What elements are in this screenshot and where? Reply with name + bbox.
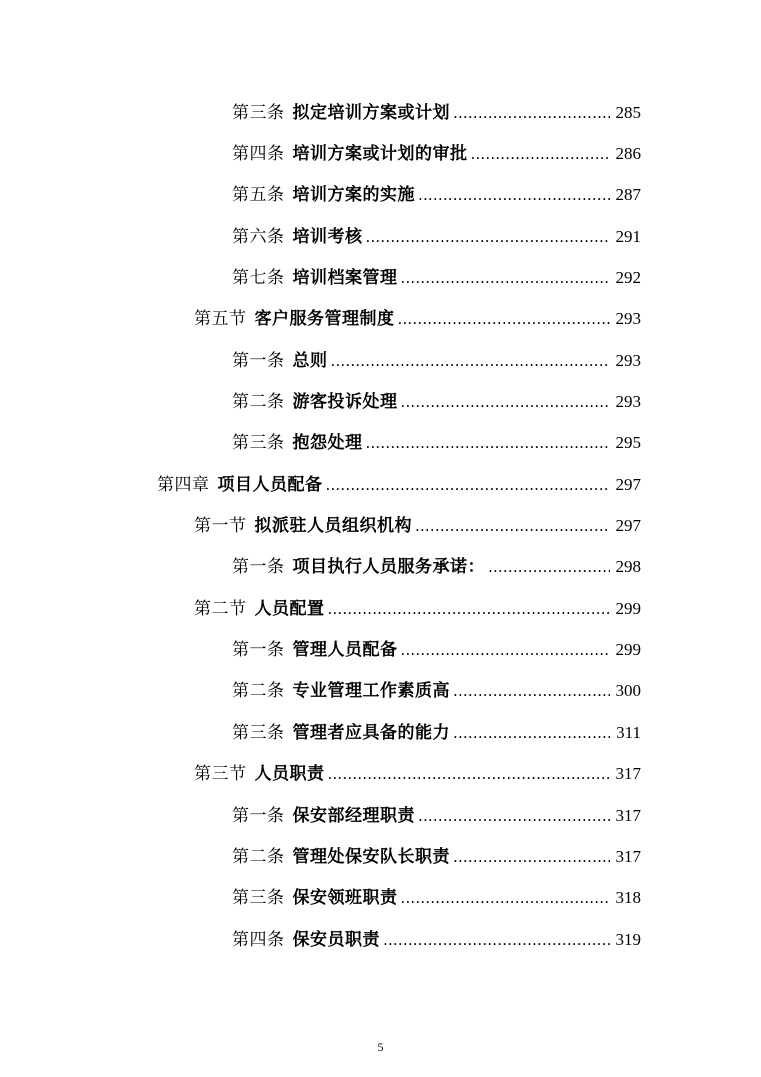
toc-entry-label: 第三条: [232, 888, 285, 909]
toc-entry-label: 第一条: [232, 640, 285, 661]
dot-leader: [401, 268, 611, 288]
toc-entry-page: 297: [615, 516, 641, 536]
toc-entry-article[interactable]: [0, 340, 761, 381]
toc-entry-article[interactable]: [0, 257, 761, 298]
toc-entry-label: 第一条: [232, 557, 285, 578]
dot-leader: [398, 309, 611, 329]
toc-entry-page: 293: [615, 309, 641, 329]
dot-leader: [366, 433, 611, 453]
toc-entry-article[interactable]: [0, 216, 761, 257]
toc-entry-label: 第四章: [157, 474, 210, 495]
dot-leader: [328, 599, 611, 619]
toc-entry-page: 299: [615, 598, 641, 618]
toc-entry-title: 培训考核: [292, 226, 363, 247]
dot-leader: [418, 185, 610, 205]
toc-entry-title: 管理者应具备的能力: [292, 722, 450, 743]
toc-entry-article[interactable]: [0, 133, 761, 174]
toc-entry-title: 管理处保安队长职责: [292, 846, 450, 867]
toc-entry-page: 286: [615, 144, 641, 164]
toc-entry-article[interactable]: [0, 878, 761, 919]
dot-leader: [453, 681, 610, 701]
toc-entry-label: 第三节: [194, 764, 247, 785]
toc-entry-page: 298: [615, 557, 641, 577]
toc-entry-section[interactable]: [0, 299, 761, 340]
toc-entry-label: 第三条: [232, 433, 285, 454]
toc-entry-title: 客户服务管理制度: [254, 309, 395, 330]
toc-entry-article[interactable]: [0, 836, 761, 877]
toc-entry-title: 项目执行人员服务承诺：: [292, 557, 485, 578]
dot-leader: [453, 723, 610, 743]
toc-entry-page: 317: [615, 764, 641, 784]
toc-entry-label: 第三条: [232, 102, 285, 123]
toc-entry-title: 拟派驻人员组织机构: [254, 516, 412, 537]
toc-entry-title: 培训档案管理: [292, 268, 398, 289]
toc-entry-title: 专业管理工作素质高: [292, 681, 450, 702]
page-number: 5: [377, 1040, 384, 1054]
toc-entry-section[interactable]: [0, 754, 761, 795]
toc-entry-label: 第二节: [194, 598, 247, 619]
toc-entry-page: 295: [615, 433, 641, 453]
toc-entry-label: 第二条: [232, 681, 285, 702]
toc-entry-label: 第三条: [232, 722, 285, 743]
toc-entry-section[interactable]: [0, 588, 761, 629]
toc-entry-label: 第一节: [194, 516, 247, 537]
dot-leader: [328, 764, 611, 784]
dot-leader: [453, 103, 610, 123]
toc-entry-label: 第五节: [194, 309, 247, 330]
toc-entry-label: 第一条: [232, 350, 285, 371]
toc-entry-article[interactable]: [0, 92, 761, 133]
toc-entry-article[interactable]: [0, 381, 761, 422]
toc-entry-article[interactable]: [0, 629, 761, 670]
toc-entry-article[interactable]: [0, 175, 761, 216]
toc-entry-page: 311: [616, 722, 641, 742]
toc-entry-label: 第二条: [232, 846, 285, 867]
toc-entry-page: 293: [615, 350, 641, 370]
toc-entry-page: 319: [615, 929, 641, 949]
toc-entry-title: 管理人员配备: [292, 640, 398, 661]
toc-entry-title: 人员配置: [254, 598, 325, 619]
toc-entry-title: 抱怨处理: [292, 433, 363, 454]
toc-entry-page: 293: [615, 392, 641, 412]
toc-entry-page: 285: [615, 102, 641, 122]
dot-leader: [418, 806, 610, 826]
toc-entry-label: 第四条: [232, 144, 285, 165]
toc-entry-title: 培训方案的实施: [292, 185, 415, 206]
toc-entry-section[interactable]: [0, 505, 761, 546]
dot-leader: [401, 392, 611, 412]
toc-entry-title: 总则: [292, 350, 328, 371]
dot-leader: [326, 475, 611, 495]
toc-entry-article[interactable]: [0, 712, 761, 753]
toc-entry-article[interactable]: [0, 919, 761, 960]
toc-entry-title: 人员职责: [254, 764, 325, 785]
dot-leader: [453, 847, 610, 867]
dot-leader: [488, 557, 610, 577]
toc-entry-label: 第六条: [232, 226, 285, 247]
toc-entry-page: 292: [615, 268, 641, 288]
toc-entry-page: 300: [615, 681, 641, 701]
toc-entry-article[interactable]: [0, 547, 761, 588]
toc-entry-title: 拟定培训方案或计划: [292, 102, 450, 123]
toc-entry-page: 291: [615, 226, 641, 246]
toc-entry-label: 第二条: [232, 392, 285, 413]
dot-leader: [471, 144, 611, 164]
toc-entry-article[interactable]: [0, 423, 761, 464]
toc-entry-title: 项目人员配备: [217, 474, 323, 495]
dot-leader: [401, 888, 611, 908]
toc-entry-label: 第四条: [232, 929, 285, 950]
toc-entry-page: 287: [615, 185, 641, 205]
toc-entry-page: 297: [615, 474, 641, 494]
toc-entry-label: 第一条: [232, 805, 285, 826]
dot-leader: [331, 351, 611, 371]
toc-entry-title: 保安领班职责: [292, 888, 398, 909]
toc-entry-page: 317: [615, 846, 641, 866]
toc-entry-label: 第七条: [232, 268, 285, 289]
toc-entry-label: 第五条: [232, 185, 285, 206]
toc-entry-page: 318: [615, 888, 641, 908]
toc-entry-page: 317: [615, 805, 641, 825]
toc-entry-chapter[interactable]: [0, 464, 761, 505]
dot-leader: [401, 640, 611, 660]
toc-entry-title: 游客投诉处理: [292, 392, 398, 413]
toc-entry-article[interactable]: [0, 795, 761, 836]
toc-entry-title: 保安员职责: [292, 929, 380, 950]
table-of-contents: [0, 92, 761, 960]
toc-entry-article[interactable]: [0, 671, 761, 712]
dot-leader: [366, 227, 611, 247]
toc-entry-page: 299: [615, 640, 641, 660]
dot-leader: [415, 516, 610, 536]
toc-entry-title: 保安部经理职责: [292, 805, 415, 826]
dot-leader: [383, 930, 610, 950]
toc-entry-title: 培训方案或计划的审批: [292, 144, 468, 165]
